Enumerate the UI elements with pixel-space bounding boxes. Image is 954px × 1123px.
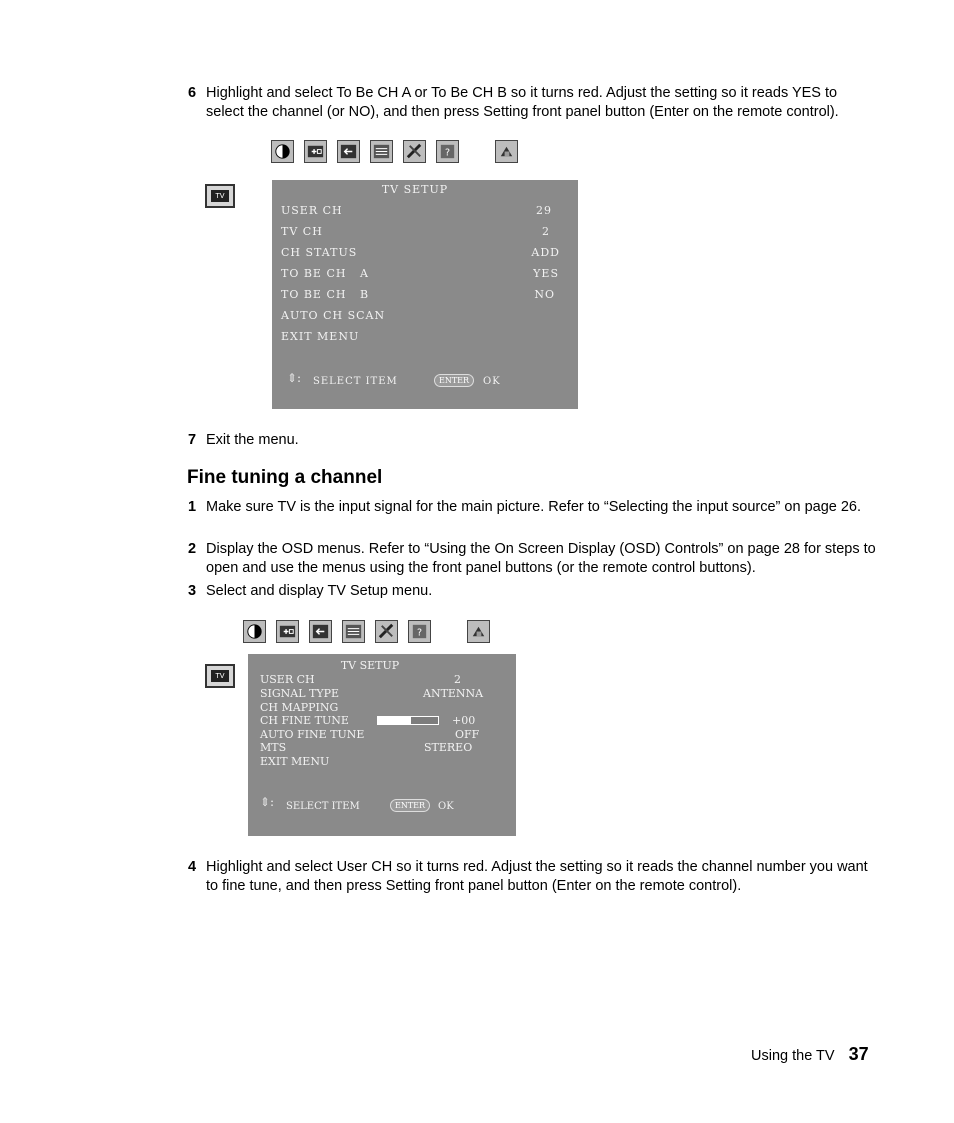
picture-icon [271,140,294,163]
menu-item-user-ch[interactable]: USER CH [260,673,315,686]
menu-icon-bar [243,620,493,646]
input-icon [337,140,360,163]
exit-icon [467,620,490,643]
tv-ch-value: 2 [542,225,550,238]
help-icon [436,140,459,163]
step-text: Make sure TV is the input signal for the main picture. Refer to “Selecting the input source” on page 26. [206,499,862,515]
tools-icon [403,140,426,163]
fine-tune-slider[interactable] [377,716,439,725]
fine-tune-value: +00 [452,714,476,727]
menu-item-ch-mapping[interactable]: CH MAPPING [260,701,339,714]
enter-button-icon: ENTER [390,799,430,812]
input-icon [309,620,332,643]
step-number: 7 [188,432,197,448]
menu-item-mts[interactable]: MTS [260,741,287,754]
step-number: 3 [188,583,197,599]
tv-icon: TV [205,184,235,208]
up-down-arrows-icon: ⇕: [260,795,275,809]
step-text: Exit the menu. [206,432,299,448]
step-7 [188,431,878,450]
step-number: 1 [188,499,197,515]
picture-icon [243,620,266,643]
svg-text:?: ? [444,147,451,159]
to-be-ch-a-value: YES [533,267,559,280]
step-text: Select and display TV Setup menu. [206,583,433,599]
user-ch-value: 2 [454,673,461,686]
page-number: 37 [848,1044,869,1064]
auto-fine-tune-value: OFF [455,728,480,741]
menu-item-auto-ch-scan[interactable]: AUTO CH SCAN [281,309,386,322]
menu-item-exit-menu[interactable]: EXIT MENU [281,330,360,343]
step-text: Highlight and select User CH so it turns red. Adjust the setting so it reads the channel number you want to fine tune, and then press Setting front panel button (Enter on the remote control). [206,859,868,894]
tv-icon: TV [205,664,235,688]
tv-setup-menu [248,654,516,836]
help-icon [408,620,431,643]
menu-title: TV SETUP [381,183,449,196]
hint-select-item: SELECT ITEM [313,376,398,387]
hint-ok: OK [483,376,501,387]
menu-item-ch-status[interactable]: CH STATUS [281,246,358,259]
menu-item-to-be-ch-b[interactable]: TO BE CH B [281,288,370,301]
user-ch-value: 29 [536,204,552,217]
step-number: 2 [188,541,197,557]
settings-icon [342,620,365,643]
footer-section: Using the TV [751,1048,835,1064]
menu-item-tv-ch[interactable]: TV CH [281,225,323,238]
step-4 [188,858,878,896]
position-icon [304,140,327,163]
step-number: 4 [188,859,197,875]
ch-status-value: ADD [531,246,560,259]
enter-button-icon: ENTER [434,374,474,387]
fine-tune-slider-fill [378,717,411,724]
menu-title: TV SETUP [340,659,400,672]
step-6 [188,84,878,122]
settings-icon [370,140,393,163]
step-text: Display the OSD menus. Refer to “Using the On Screen Display (OSD) Controls” on page 28 for steps to open and use the menus using the front panel buttons (or the remote control buttons). [206,541,876,576]
page-footer [751,1044,869,1065]
menu-item-signal-type[interactable]: SIGNAL TYPE [260,687,340,700]
signal-type-value: ANTENNA [423,687,484,700]
step-1 [188,498,878,517]
exit-icon [495,140,518,163]
step-number: 6 [188,85,197,101]
up-down-arrows-icon: ⇕: [287,371,302,385]
hint-ok: OK [438,801,454,812]
to-be-ch-b-value: NO [534,288,555,301]
menu-icon-bar [271,140,521,166]
menu-item-auto-fine-tune[interactable]: AUTO FINE TUNE [260,728,365,741]
menu-item-ch-fine-tune[interactable]: CH FINE TUNE [260,714,349,727]
menu-item-user-ch[interactable]: USER CH [281,204,343,217]
hint-select-item: SELECT ITEM [286,801,360,812]
step-2 [188,540,878,578]
step-3 [188,582,878,601]
step-text: Highlight and select To Be CH A or To Be CH B so it turns red. Adjust the setting so it reads YES to select the channel (or NO), and then press Setting front panel button (Enter on the remote control). [206,85,839,120]
menu-item-to-be-ch-a[interactable]: TO BE CH A [281,267,369,280]
menu-item-exit-menu[interactable]: EXIT MENU [260,755,330,768]
svg-text:?: ? [416,627,423,639]
mts-value: STEREO [424,741,473,754]
position-icon [276,620,299,643]
tools-icon [375,620,398,643]
tv-setup-menu [272,180,578,409]
section-heading: Fine tuning a channel [187,467,383,488]
